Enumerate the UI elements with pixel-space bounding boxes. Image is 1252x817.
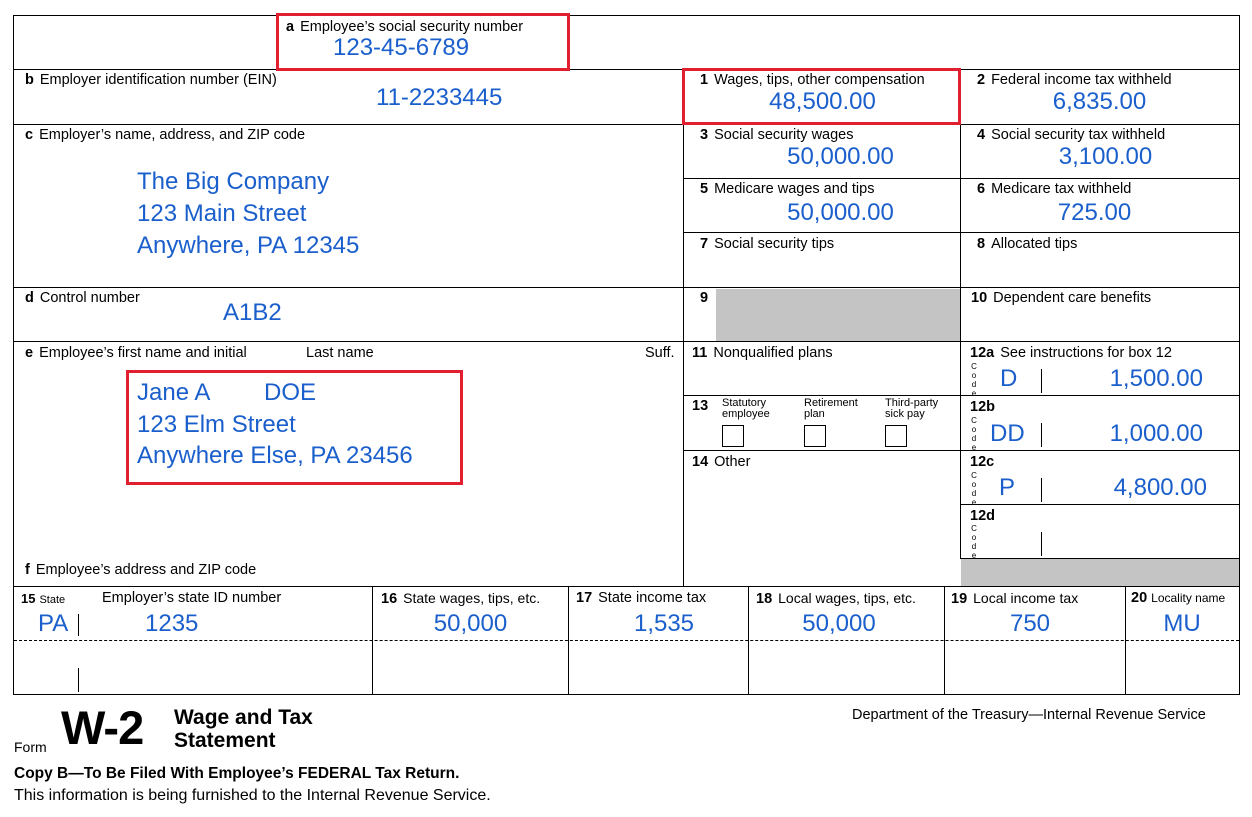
box16-label — [381, 590, 540, 608]
last-name-label: Last name — [306, 345, 374, 361]
statutory-label-line1: Statutory — [722, 397, 767, 409]
box12c-label — [970, 454, 1000, 471]
box19-number: 19 — [951, 591, 968, 607]
state-divider-16 — [372, 586, 373, 694]
row-line-a — [13, 69, 1240, 70]
thirdparty-label-line2: sick pay — [885, 408, 925, 420]
box-c-label — [25, 127, 305, 144]
form-bottom-border — [13, 694, 1240, 695]
code-sep-12c — [1041, 478, 1042, 502]
box12a-label — [970, 345, 1172, 362]
employee-city[interactable]: Anywhere Else, PA 23456 — [137, 442, 413, 469]
employee-first-name[interactable]: Jane A — [137, 379, 211, 406]
row-line-d — [13, 341, 1240, 342]
employer-city[interactable]: Anywhere, PA 12345 — [137, 232, 360, 259]
box12d-label — [970, 508, 1001, 525]
form-top-border — [13, 15, 1240, 16]
box18-label-text: Local wages, tips, etc. — [778, 590, 916, 606]
state-dashed-line — [14, 640, 1239, 641]
box10-number: 10 — [971, 290, 988, 306]
box20-label-text: Locality name — [1151, 591, 1226, 605]
box11-label — [692, 345, 833, 362]
box7-label — [700, 236, 834, 253]
state-tick-bottom — [78, 668, 79, 692]
form-name-w2: W-2 — [61, 701, 144, 754]
row-line-12d — [960, 558, 1240, 559]
box12c-code[interactable]: P — [999, 474, 1016, 501]
statutory-employee-checkbox[interactable] — [722, 425, 744, 447]
state-income-tax-value[interactable]: 1,535 — [633, 610, 695, 637]
box12b-amount[interactable]: 1,000.00 — [1109, 420, 1203, 447]
box6-label — [977, 181, 1131, 198]
box20-number: 20 — [1131, 590, 1148, 606]
thirdparty-label-line1: Third-party — [885, 397, 939, 409]
box8-number: 8 — [977, 236, 986, 252]
box6-label-text: Medicare tax withheld — [991, 181, 1132, 197]
box3-value[interactable]: 50,000.00 — [787, 143, 894, 170]
third-party-sick-pay-checkbox[interactable] — [885, 425, 907, 447]
box7-label-text: Social security tips — [714, 236, 835, 252]
box-d-number: d — [25, 290, 34, 306]
box7-number: 7 — [700, 236, 709, 252]
box15-label — [21, 590, 65, 609]
retirement-label-line2: plan — [804, 408, 825, 420]
box-e-label-text: Employee’s first name and initial — [39, 345, 247, 361]
box11-number: 11 — [692, 345, 708, 361]
state-divider-17 — [568, 586, 569, 694]
local-income-tax-value[interactable]: 750 — [1009, 610, 1051, 637]
box2-number: 2 — [977, 72, 986, 88]
box5-value[interactable]: 50,000.00 — [787, 199, 894, 226]
box16-number: 16 — [381, 591, 398, 607]
box-c-number: c — [25, 127, 34, 143]
state-wages-value[interactable]: 50,000 — [433, 610, 508, 637]
box12b-code[interactable]: DD — [990, 420, 1025, 447]
box-d-label — [25, 290, 140, 307]
box-a-label-text: Employee’s social security number — [300, 19, 524, 35]
state-divider-19 — [944, 586, 945, 694]
box-a-number: a — [286, 19, 295, 35]
box20-label — [1131, 590, 1225, 607]
code-sep-12b — [1041, 423, 1042, 447]
box12a-amount[interactable]: 1,500.00 — [1109, 365, 1203, 392]
box4-number: 4 — [977, 127, 986, 143]
box15-number: 15 — [21, 591, 36, 606]
row-line-state — [13, 586, 1240, 587]
box14-number: 14 — [692, 454, 709, 470]
box12d-code-label: C o d e — [971, 524, 977, 560]
info-line: This information is being furnished to the Internal Revenue Service. — [14, 787, 491, 804]
employer-name[interactable]: The Big Company — [137, 168, 330, 195]
box11-label-text: Nonqualified plans — [713, 345, 833, 361]
box2-value[interactable]: 6,835.00 — [1052, 88, 1147, 115]
box-b-label-text: Employer identification number (EIN) — [39, 72, 277, 88]
box5-label — [700, 181, 874, 198]
row-line-b — [13, 124, 1240, 125]
box6-number: 6 — [977, 181, 986, 197]
box9-label — [700, 290, 714, 307]
box14-label — [692, 454, 750, 471]
highlight-employee-name-address — [126, 370, 463, 485]
box12c-amount[interactable]: 4,800.00 — [1113, 474, 1207, 501]
box2-label — [977, 72, 1172, 89]
box12-instructions: See instructions for box 12 — [1000, 345, 1172, 361]
form-right-border — [1239, 15, 1240, 695]
row-line-13 — [683, 450, 1240, 451]
employer-state-id-label: Employer’s state ID number — [102, 590, 282, 606]
box3-label-text: Social security wages — [714, 127, 854, 143]
box12b-code-label: C o d e — [971, 416, 977, 452]
box4-label — [977, 127, 1165, 144]
divider-left-col — [683, 69, 684, 586]
box13-number-text: 13 — [692, 398, 709, 414]
box9-shaded — [716, 289, 960, 341]
box17-number: 17 — [576, 590, 593, 606]
box12b-number: 12b — [970, 399, 995, 415]
box18-label — [756, 590, 916, 608]
employer-street[interactable]: 123 Main Street — [137, 200, 307, 227]
form-title-line1: Wage and Tax — [174, 706, 313, 729]
row-line-11 — [683, 395, 1240, 396]
box-e-number: e — [25, 345, 34, 361]
box16-label-text: State wages, tips, etc. — [403, 590, 541, 606]
retirement-plan-checkbox[interactable] — [804, 425, 826, 447]
row-line-c — [13, 287, 1240, 288]
box12a-number: 12a — [970, 345, 995, 361]
ein-value[interactable]: 11-2233445 — [376, 84, 503, 111]
suffix-label: Suff. — [645, 345, 675, 361]
box1-label-text: Wages, tips, other compensation — [714, 72, 925, 88]
department-label: Department of the Treasury—Internal Revenue Service — [852, 707, 1206, 723]
box-b-label — [25, 72, 277, 89]
box14-label-text: Other — [714, 454, 751, 470]
box-c-label-text: Employer’s name, address, and ZIP code — [39, 127, 306, 143]
state-id-value[interactable]: 1235 — [145, 610, 199, 637]
box8-label-text: Allocated tips — [991, 236, 1078, 252]
box4-value[interactable]: 3,100.00 — [1058, 143, 1153, 170]
box12d-number: 12d — [970, 508, 995, 524]
locality-name-value[interactable]: MU — [1163, 610, 1201, 637]
box-f-label-text: Employee’s address and ZIP code — [35, 562, 257, 578]
box8-label — [977, 236, 1077, 253]
state-tick-top — [78, 614, 79, 636]
box1-number: 1 — [700, 72, 709, 88]
form-title-line2: Statement — [174, 729, 276, 752]
box19-label-text: Local income tax — [973, 590, 1079, 606]
box2-label-text: Federal income tax withheld — [991, 72, 1172, 88]
ssn-value[interactable]: 123-45-6789 — [333, 34, 470, 61]
code-sep-12d — [1041, 532, 1042, 556]
box12a-code[interactable]: D — [1000, 365, 1018, 392]
box9-number: 9 — [700, 290, 709, 306]
box17-label — [576, 590, 706, 607]
form-left-border — [13, 15, 14, 695]
box-b-number: b — [25, 72, 34, 88]
box12c-code-label: C o d e — [971, 471, 977, 507]
box17-label-text: State income tax — [598, 590, 707, 606]
form-word: Form — [14, 739, 47, 755]
highlight-ssn — [276, 13, 570, 71]
box-d-label-text: Control number — [39, 290, 140, 306]
box3-label — [700, 127, 854, 144]
box12a-code-label: C o d e — [971, 362, 977, 398]
box5-number: 5 — [700, 181, 709, 197]
row-line-12c — [960, 504, 1240, 505]
copy-b-line: Copy B—To Be Filed With Employee’s FEDERAL Tax Return. — [14, 765, 460, 782]
box15-state-label: State — [39, 594, 66, 606]
box12d-shaded-tail — [961, 559, 1240, 586]
box3-number: 3 — [700, 127, 709, 143]
employee-street[interactable]: 123 Elm Street — [137, 411, 296, 438]
box6-value[interactable]: 725.00 — [1057, 199, 1132, 226]
box10-label — [971, 290, 1151, 307]
retirement-label-line1: Retirement — [804, 397, 858, 409]
state-divider-18 — [748, 586, 749, 694]
code-sep-12a — [1041, 369, 1042, 393]
state-divider-20 — [1125, 586, 1126, 694]
control-number-value[interactable]: A1B2 — [223, 299, 282, 326]
box-f-number: f — [25, 562, 30, 578]
statutory-employee-label — [722, 398, 770, 420]
employee-last-name[interactable]: DOE — [264, 379, 317, 406]
box19-label — [951, 590, 1078, 608]
box4-label-text: Social security tax withheld — [991, 127, 1166, 143]
third-party-sick-pay-label — [885, 398, 938, 420]
box10-label-text: Dependent care benefits — [993, 290, 1152, 306]
row-line-3 — [683, 178, 1240, 179]
box12b-label — [970, 399, 1001, 416]
local-wages-value[interactable]: 50,000 — [802, 610, 876, 637]
box12c-number: 12c — [970, 454, 995, 470]
row-line-5 — [683, 232, 1240, 233]
box1-value[interactable]: 48,500.00 — [769, 88, 876, 115]
box-f-label — [25, 562, 256, 579]
box-e-label — [25, 345, 247, 362]
statutory-label-line2: employee — [722, 408, 770, 420]
state-value[interactable]: PA — [38, 610, 69, 637]
box18-number: 18 — [756, 591, 773, 607]
box5-label-text: Medicare wages and tips — [714, 181, 875, 197]
retirement-plan-label — [804, 398, 858, 420]
box13-number — [692, 398, 714, 415]
highlight-box1-wages — [682, 68, 961, 125]
